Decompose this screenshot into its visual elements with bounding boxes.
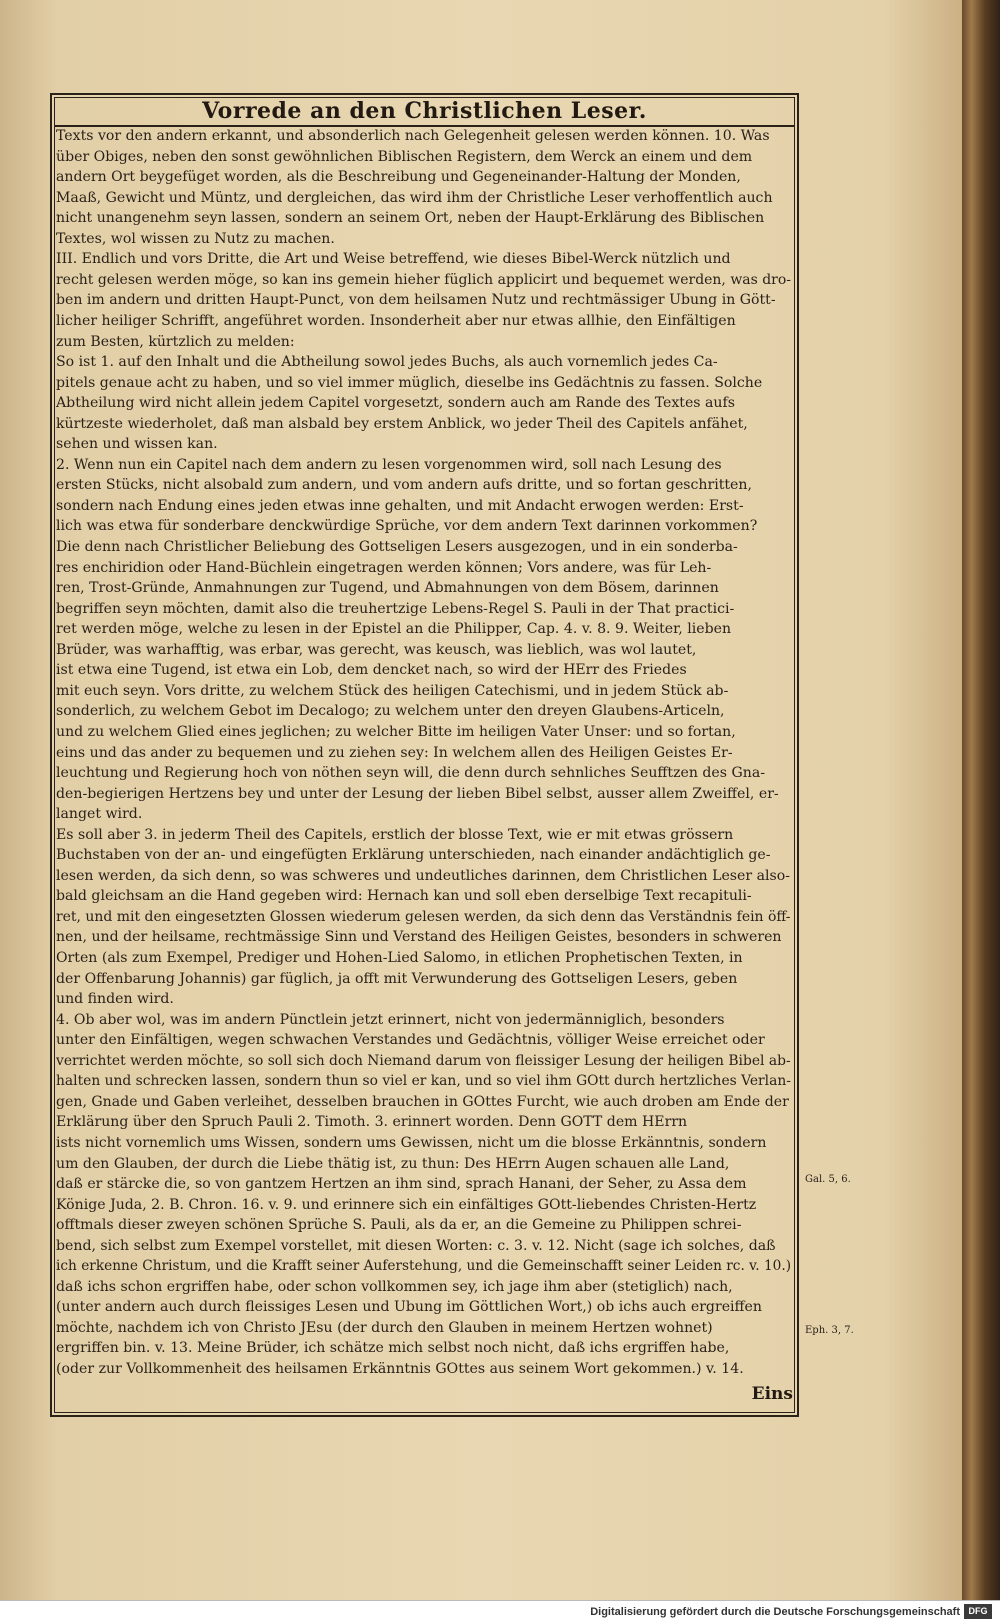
dfg-logo: DFG [964,1604,992,1619]
text-line: nicht unangenehm seyn lassen, sondern an seinem Ort, neben der Haupt-Erklärung des Biblischen [56,210,765,227]
text-line: andern Ort beygefüget worden, als die Beschreibung und Gegeneinander-Haltung der Monden, [56,169,741,186]
text-line: Brüder, was warhafftig, was erbar, was gerecht, was keusch, was lieblich, was wol lautet, [56,641,697,658]
text-line: um den Glauben, der durch die Liebe thätig ist, zu thun: Des HErrn Augen schauen alle Land, [56,1155,730,1172]
text-line: ben im andern und dritten Haupt-Punct, von dem heilsamen Nutz und rechtmässiger Ubung in Gött- [56,292,776,309]
text-line: lich was etwa für sonderbare denckwürdige Sprüche, vor dem andern Text darinnen vorkommen? [56,518,758,535]
text-line: ret, und mit den eingesetzten Glossen wiederum gelesen werden, da sich denn das Verständnis fein öff- [56,908,791,925]
text-line: res enchiridion oder Hand-Büchlein eingetragen werden können; Vors andere, was für Leh- [56,559,712,576]
text-line: So ist 1. auf den Inhalt und die Abtheilung sowol jedes Buchs, als auch vornemlich jedes Ca- [56,354,718,371]
margin-note: Eph. 3, 7. [805,1325,854,1336]
text-line: 4. Ob aber wol, was im andern Pünctlein jetzt erinnert, nicht von jedermänniglich, besonders [56,1011,725,1028]
text-line: zum Besten, kürtzlich zu melden: [56,333,295,350]
text-line: ergriffen bin. v. 13. Meine Brüder, ich schätze mich selbst noch nicht, daß ichs ergriffen habe, [56,1340,730,1357]
text-line: ret werden möge, welche zu lesen in der Epistel an die Philipper, Cap. 4. v. 8. 9. Weiter, lieben [56,621,732,638]
text-line: Könige Juda, 2. B. Chron. 16. v. 9. und erinnere sich ein einfältiges GOtt-liebendes Christen-Hertz [56,1196,757,1213]
text-line: offtmals dieser zweyen schönen Sprüche S. Pauli, als da er, an die Gemeine zu Philippen schrei- [56,1217,742,1234]
page-body [56,126,791,1381]
text-line: gen, Gnade und Gaben verleihet, desselben brauchen in GOttes Furcht, wie auch droben am Ende der [56,1093,789,1110]
text-line: III. Endlich und vors Dritte, die Art und Weise betreffend, wie dieses Bibel-Werck nützlich und [56,251,731,268]
text-line: ist etwa eine Tugend, ist etwa ein Lob, dem dencket nach, so wird der HErr des Friedes [56,662,687,679]
text-line: Die denn nach Christlicher Beliebung des Gottseligen Lesers ausgezogen, und in ein sonderba- [56,539,738,555]
text-line: der Offenbarung Johannis) gar füglich, ja offt mit Verwunderung des Gottseligen Lesers, geben [56,970,738,987]
text-line: Erklärung über den Spruch Pauli 2. Timoth. 3. erinnert worden. Denn GOTT dem HErrn [56,1114,688,1131]
text-line: langet wird. [56,806,143,823]
text-line: Buchstaben von der an- und eingefügten Erklärung unterschieden, nach einander andächtiglich ge- [56,847,771,864]
text-line: ists nicht vornemlich ums Wissen, sondern ums Gewissen, nicht um die blosse Erkänntnis, sondern [56,1134,767,1151]
text-line: sonderlich, zu welchem Gebot im Decalogo; zu welchem unter den dreyen Glaubens-Articeln, [56,703,725,720]
text-line: über Obiges, neben den sonst gewöhnlichen Biblischen Registern, dem Werck an einem und dem [56,148,753,165]
text-line: 2. Wenn nun ein Capitel nach dem andern zu lesen vorgenommen wird, soll nach Lesung des [56,456,722,473]
text-line: recht gelesen werden möge, so kan ins gemein hieher füglich applicirt und bequemet werden, was dro- [56,271,791,288]
text-line: ren, Trost-Gründe, Anmahnungen zur Tugend, und Abmahnungen von dem Bösem, darinnen [56,580,719,597]
text-line: Es soll aber 3. in jederm Theil des Capitels, erstlich der blosse Text, wie er mit etwas grössern [56,826,734,843]
text-line: Textes, wol wissen zu Nutz zu machen. [56,230,335,247]
text-line: pitels genaue acht zu haben, und so viel immer müglich, dieselbe ins Gedächtnis zu fassen. Solche [56,374,763,391]
text-line: sondern nach Endung eines jeden etwas inne gehalten, und mit Andacht erwogen werden: Erst- [56,497,744,514]
text-line: bend, sich selbst zum Exempel vorstellet, mit diesen Worten: c. 3. v. 12. Nicht (sage ich solches, daß [56,1237,776,1254]
footer-bar [0,1600,1000,1624]
text-line: möchte, nachdem ich von Christo JEsu (der durch den Glauben in meinem Hertzen wohnet) [56,1319,713,1336]
text-line: eins und das ander zu bequemen und zu ziehen sey: In welchem allen des Heiligen Geistes Er- [56,744,733,761]
text-line: mit euch seyn. Vors dritte, zu welchem Stück des heiligen Catechismi, und in jedem Stück ab- [56,682,729,699]
text-line: (oder zur Vollkommenheit des heilsamen Erkänntnis GOttes aus seinem Wort gekommen.) v. 14. [56,1361,744,1377]
text-line: nen, und der heilsame, rechtmässige Sinn und Verstand des Heiligen Geistes, besonders in schweren [56,929,782,946]
text-line: daß er stärcke die, so von gantzem Hertzen an ihm sind, sprach Hanani, der Seher, zu Assa dem [56,1176,747,1193]
text-line: bald gleichsam an die Hand gegeben wird: Hernach kan und soll eben derselbige Text recapituli- [56,888,752,905]
text-line: halten und schrecken lassen, sondern thun so viel er kan, und so viel ihm GOtt durch hertzliches Verlan- [56,1073,791,1090]
text-line: (unter andern auch durch fleissiges Lesen und Ubung im Göttlichen Wort,) ob ichs auch ergreiffen [56,1299,762,1316]
text-line: und zu welchem Glied eines jeglichen; zu welcher Bitte im heiligen Vater Unser: und so fortan, [56,723,736,740]
text-line: ersten Stücks, nicht alsobald zum andern, und vom andern aufs dritte, und so fortan geschritten, [56,477,752,494]
text-line: Texts vor den andern erkannt, und absonderlich nach Gelegenheit gelesen werden können. 10. Was [56,128,770,144]
text-line: den-begierigen Hertzens bey und unter der Lesung der lieben Bibel selbst, ausser allem Zweiffel, er- [56,785,779,802]
text-line: Orten (als zum Exempel, Prediger und Hohen-Lied Salomo, in etlichen Prophetischen Texten, in [56,950,743,966]
margin-note: Gal. 5, 6. [805,1174,851,1185]
text-line: ich erkenne Christum, und die Krafft seiner Auferstehung, und die Gemeinschafft seiner Leiden rc. v. 10.) [56,1258,791,1275]
text-line: unter den Einfältigen, wegen schwachen Verstandes und Gedächtnis, völliger Weise erreichet oder [56,1032,765,1049]
text-line: Abtheilung wird nicht allein jedem Capitel vorgesetzt, sondern auch am Rande des Textes aufs [56,395,735,412]
text-line: daß ichs schon ergriffen habe, oder schon vollkommen sey, ich jage ihm aber (stetiglich) nach, [56,1278,733,1295]
text-line: und finden wird. [56,991,174,1008]
text-line: licher heiliger Schrifft, angeführet worden. Insonderheit aber nur etwas allhie, den Einfältigen [56,312,736,329]
text-line: begriffen seyn möchten, damit also die treuhertzige Lebens-Regel S. Pauli in der That practici- [56,600,735,617]
text-line: sehen und wissen kan. [56,436,218,453]
text-line: lesen werden, da sich denn, so was schweres und undeutliches darinnen, dem Christlichen Leser also- [56,867,790,884]
text-line: Maaß, Gewicht und Müntz, und dergleichen, das wird ihm der Christliche Leser verhoffentlich auch [56,189,773,206]
book-spine-edge [962,0,1000,1600]
text-line: leuchtung und Regierung hoch von nöthen seyn will, die denn durch sehnliches Seufftzen des Gna- [56,765,765,782]
text-line: verrichtet werden möchte, so soll sich doch Niemand darum von fleissiger Lesung der heiligen Bibel ab- [56,1052,791,1069]
page-header: Vorrede an den Christlichen Leser. [54,97,795,127]
catchword: Eins [751,1384,793,1404]
text-line: kürtzeste wiederholet, daß man alsbald bey erstem Anblick, wo jeder Theil des Capitels anfähet, [56,415,748,432]
footer-credit: Digitalisierung gefördert durch die Deutsche Forschungsgemeinschaft [590,1606,960,1618]
